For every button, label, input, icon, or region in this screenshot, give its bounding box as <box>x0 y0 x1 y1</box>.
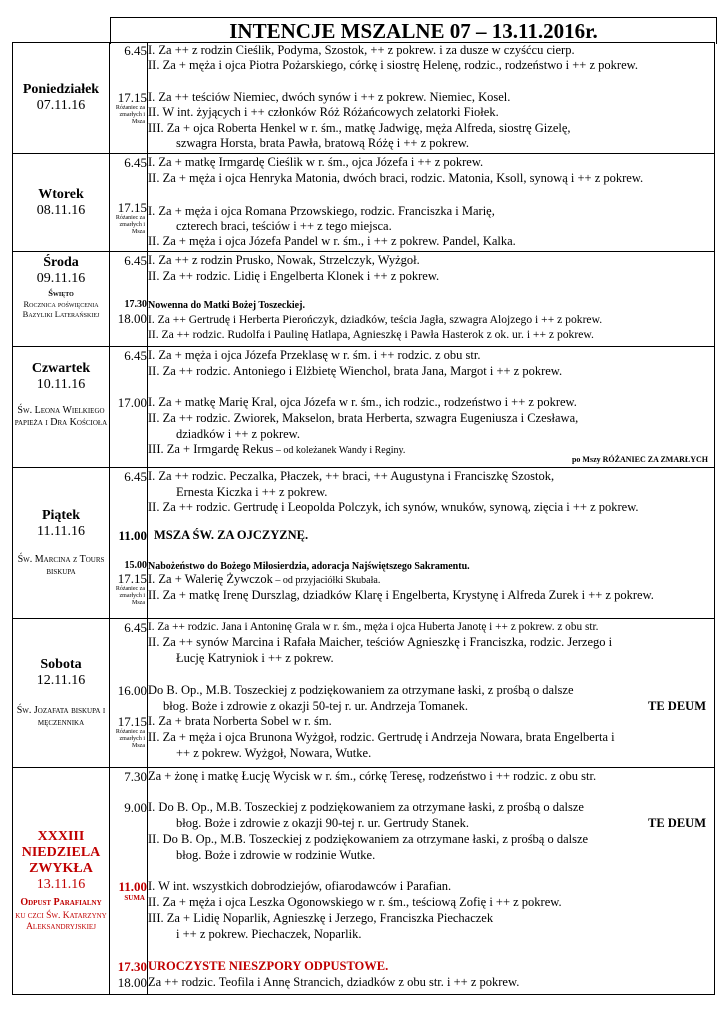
intention-line: II. Za ++ rodzic. Gertrudę i Leopolda Polczyk, ich synów, wnuków, synową, zięcia i ++ z pokrew. <box>148 500 639 514</box>
feast-note: Św. Jozafata biskupa i męczennika <box>16 705 106 728</box>
special-mass: MSZA ŚW. ZA OJCZYZNĘ. <box>154 528 309 542</box>
day-date: 08.11.16 <box>36 202 86 218</box>
mass-time: 6.45 <box>124 155 147 170</box>
intention-line: szwagra Horsta, brata Pawła, bratową Różę i ++ z pokrew. <box>176 136 470 150</box>
day-label <box>13 768 110 994</box>
intentions <box>148 768 714 994</box>
day-monday <box>12 43 715 154</box>
intention-line: Za ++ rodzic. Teofila i Annę Strancich, dziadków z obu str. i ++ z pokrew. <box>148 975 520 989</box>
mass-time: 17.15 <box>117 200 147 215</box>
intention-line: I. Do B. Op., M.B. Toszeckiej z podziękowaniem za otrzymane łaski, z prośbą o dalsze <box>148 800 584 814</box>
sunday-title: XXXIII <box>37 829 85 844</box>
day-label <box>13 43 110 153</box>
feast-label: Święto <box>48 288 74 298</box>
mass-time: 17.00 <box>117 395 147 410</box>
day-name: Sobota <box>40 657 82 672</box>
intention-line: Ernesta Kiczka i ++ z pokrew. <box>176 485 328 499</box>
day-tuesday <box>12 154 715 252</box>
intention-line: I. Za ++ rodzic. Peczalka, Płaczek, ++ braci, ++ Augustyna i Franciszkę Szostok, <box>148 469 555 483</box>
feast-note: Św. Marcina z Tours biskupa <box>17 554 105 577</box>
intention-line: II. Za ++ rodzic. Antoniego i Elżbietę Wienchol, brata Jana, Margot i ++ z pokrew. <box>148 364 563 378</box>
mass-time: 17.15 <box>117 714 147 729</box>
mass-time: 6.45 <box>124 253 147 268</box>
intention-line <box>148 572 710 588</box>
intentions <box>148 252 714 346</box>
intention-line: III. Za + Lidię Noparlik, Agnieszkę i Jerzego, Franciszka Piechaczek <box>148 911 494 925</box>
day-thursday <box>12 347 715 468</box>
day-sunday <box>12 768 715 995</box>
te-deum-label: TE DEUM <box>648 699 706 713</box>
intentions <box>148 43 714 153</box>
day-label <box>13 468 110 618</box>
feast-note: Rocznica poświęcenia Bazyliki Laterańskiej <box>22 299 100 319</box>
mass-time: 6.45 <box>124 620 147 635</box>
time-column <box>110 619 148 767</box>
intentions <box>148 468 714 618</box>
intention-line: błog. Boże i zdrowie z okazji 90-tej r. ur. Gertrudy Stanek. <box>176 816 469 830</box>
intention-donor: – od przyjaciółki Skubała. <box>272 575 381 586</box>
intention-line: II. Za ++ rodzic. Zwiorek, Makselon, brata Herberta, szwagra Eugeniusza i Czesława, <box>148 411 579 425</box>
suma-label: SUMA <box>124 894 145 902</box>
intention-line: I. Za + matkę Marię Kral, ojca Józefa w r. śm., ich rodzic., rodzeństwo i ++ z pokrew. <box>148 395 577 409</box>
intention-line: Łucję Katryniok i ++ z pokrew. <box>176 651 334 665</box>
vespers-time: 17.30 <box>117 959 147 974</box>
day-date: 11.11.16 <box>37 524 85 539</box>
intentions <box>148 154 714 251</box>
intention-line: czterech braci, teściów i ++ z tego miejsca. <box>176 219 392 233</box>
time-column <box>110 154 148 251</box>
mass-time: 6.45 <box>124 43 147 58</box>
mass-time: 7.30 <box>124 769 147 784</box>
time-column <box>110 347 148 467</box>
intention-line: I. Za + brata Norberta Sobel w r. śm. <box>148 714 332 728</box>
mass-time: 17.15 <box>117 90 147 105</box>
rosary-note: Różaniec za zmarłych i Msza <box>115 586 145 606</box>
mass-time: 9.00 <box>124 800 147 815</box>
intention-line: II. Za ++ rodzic. Lidię i Engelberta Klonek i ++ z pokrew. <box>148 269 440 283</box>
day-name: Poniedziałek <box>22 82 100 97</box>
intention-line: III. Za + ojca Roberta Henkel w r. śm., matkę Jadwigę, męża Alfreda, siostrę Gizelę, <box>148 121 571 135</box>
intention-line: II. Do B. Op., M.B. Toszeckiej z podziękowaniem za otrzymane łaski, z prośbą o dalsze <box>148 832 589 846</box>
intention-line: I. Za + męża i ojca Józefa Przeklasę w r. śm. i ++ rodzic. z obu str. <box>148 348 481 362</box>
time-column <box>110 768 148 994</box>
mass-time: 11.00 <box>118 528 147 543</box>
day-label <box>13 154 110 251</box>
intention-donor: – od koleżanek Wandy i Reginy. <box>273 445 406 456</box>
mass-time: 18.00 <box>117 311 147 326</box>
day-label <box>13 252 110 346</box>
intention-line: ++ z pokrew. Wyżgoł, Nowara, Wutke. <box>176 746 372 760</box>
intention-line: Do B. Op., M.B. Toszeckiej z podziękowaniem za otrzymane łaski, z prośbą o dalsze <box>148 683 574 697</box>
rosary-note: Różaniec za zmarłych i Msza <box>115 215 145 235</box>
intention-line: i ++ z pokrew. Piechaczek, Noparlik. <box>176 927 362 941</box>
day-date: 10.11.16 <box>36 377 86 392</box>
mass-time: 17.15 <box>117 571 147 586</box>
intention-line: błog. Boże i zdrowie w rodzinie Wutke. <box>176 848 376 862</box>
intention-line: Za + żonę i matkę Łucję Wycisk w r. śm., córkę Teresę, rodzeństwo i ++ rodzic. z obu str. <box>148 769 597 783</box>
day-name: Wtorek <box>38 186 84 202</box>
novena-line: Nowenna do Matki Bożej Toszeckiej. <box>148 300 305 311</box>
intention-line: dziadków i ++ z pokrew. <box>176 427 301 441</box>
intention-line: I. Za ++ z rodzin Cieślik, Podyma, Szostok, ++ z pokrew. i za dusze w czyśćcu cierp. <box>148 43 575 57</box>
intention-line: II. Za + męża i ojca Brunona Wyżgoł, rodzic. Gertrudę i Andrzeja Nowara, brata Engelberta i <box>148 730 615 744</box>
feast-label: Odpust Parafialny <box>20 897 102 908</box>
intention-line: I. Za + matkę Irmgardę Cieślik w r. śm., ojca Józefa i ++ z pokrew. <box>148 155 484 169</box>
feast-note: Św. Leona Wielkiego papieża i Dra Kościoła <box>14 405 108 428</box>
day-name: Środa <box>43 255 79 270</box>
intention-line: II. Za + męża i ojca Henryka Matonia, dwóch braci, rodzic. Matonia, Ksoll, synową i ++ z pokrew. <box>148 171 644 185</box>
time-column <box>110 468 148 618</box>
intention-line: I. Za ++ z rodzin Prusko, Nowak, Strzelczyk, Wyżgoł. <box>148 253 420 267</box>
day-name: Czwartek <box>31 361 91 376</box>
intention-line: II. Za ++ rodzic. Rudolfa i Paulinę Hatlapa, Agnieszkę i Pawła Hasterok z ok. ur. i ++ z pokrew. <box>148 328 594 341</box>
intention-line: II. Za ++ synów Marcina i Rafała Maicher, teściów Agnieszkę i Franciszka, rodzic. Jerzego i <box>148 635 613 649</box>
intention-line: I. Za ++ teściów Niemiec, dwóch synów i ++ z pokrew. Niemiec, Kosel. <box>148 90 511 104</box>
intention-line: I. Za + męża i ojca Romana Przowskiego, rodzic. Franciszka i Marię, <box>148 204 495 218</box>
day-saturday <box>12 619 715 768</box>
service-line: Nabożeństwo do Bożego Miłosierdzia, adoracja Najświętszego Sakramentu. <box>148 561 470 572</box>
day-date: 07.11.16 <box>36 98 86 113</box>
intention-text: III. Za + Irmgardę Rekus <box>148 442 274 456</box>
intention-line: II. Za + męża i ojca Leszka Ogonowskiego w r. śm., teściową Zofię i ++ z pokrew. <box>148 895 562 909</box>
rosary-note: Różaniec za zmarłych i Msza <box>115 105 145 125</box>
intention-line: II. Za + męża i ojca Piotra Pożarskiego, córkę i siostrę Helenę, rodzic., rodzeństwo i ++ z pokrew. <box>148 58 638 72</box>
sunday-title: ZWYKŁA <box>29 861 93 876</box>
intention-text: I. Za + Walerię Żywczok <box>148 572 273 586</box>
time-column <box>110 43 148 153</box>
service-time: 15.00 <box>124 560 147 571</box>
sunday-title: NIEDZIELA <box>21 845 101 860</box>
intention-line: II. Za + męża i ojca Józefa Pandel w r. śm., i ++ z pokrew. Pandel, Kalka. <box>148 234 516 248</box>
rosary-after-mass: po Mszy RÓŻANIEC ZA ZMARŁYCH <box>571 455 708 464</box>
feast-note: ku czci Św. Katarzyny Aleksandryjskiej <box>15 911 107 932</box>
vespers-line: UROCZYSTE NIESZPORY ODPUSTOWE. <box>148 959 389 973</box>
page-title: INTENCJE MSZALNE 07 – 13.11.2016r. <box>110 17 717 44</box>
te-deum-label: TE DEUM <box>648 816 706 830</box>
novena-time: 17.30 <box>124 299 147 310</box>
day-wednesday <box>12 252 715 347</box>
intentions <box>148 347 714 467</box>
day-label <box>13 347 110 467</box>
intention-line: I. Za ++ rodzic. Jana i Antoninę Grala w r. śm., męża i ojca Huberta Janotę i ++ z pokrew. z obu str. <box>148 621 599 633</box>
intentions-table <box>12 42 715 995</box>
day-friday <box>12 468 715 619</box>
intention-line: II. W int. żyjących i ++ członków Róż Różańcowych zelatorki Fiołek. <box>148 105 499 119</box>
day-date: 13.11.16 <box>36 877 86 892</box>
rosary-note: Różaniec za zmarłych i Msza <box>115 729 145 749</box>
intention-line: I. W int. wszystkich dobrodziejów, ofiarodawców i Parafian. <box>148 879 452 893</box>
intention-line: błog. Boże i zdrowie z okazji 50-tej r. ur. Andrzeja Tomanek. <box>163 699 469 713</box>
time-column <box>110 252 148 346</box>
mass-time: 16.00 <box>117 683 147 698</box>
day-date: 12.11.16 <box>36 673 86 688</box>
mass-time: 6.45 <box>124 348 147 363</box>
day-name: Piątek <box>41 508 81 523</box>
intentions <box>148 619 714 767</box>
mass-time: 6.45 <box>124 469 147 484</box>
mass-time: 18.00 <box>117 975 147 990</box>
intention-line: II. Za + matkę Irenę Durszlag, dziadków Klarę i Engelberta, Krystynę i Alfreda Zurek i ++ z pokrew. <box>148 588 654 602</box>
mass-time: 11.00 <box>118 879 147 894</box>
day-date: 09.11.16 <box>36 271 86 286</box>
day-label <box>13 619 110 767</box>
intention-line: I. Za ++ Gertrudę i Herberta Pierończyk, dziadków, teścia Jagła, szwagra Alojzego i ++ z pokrew. <box>148 313 603 326</box>
